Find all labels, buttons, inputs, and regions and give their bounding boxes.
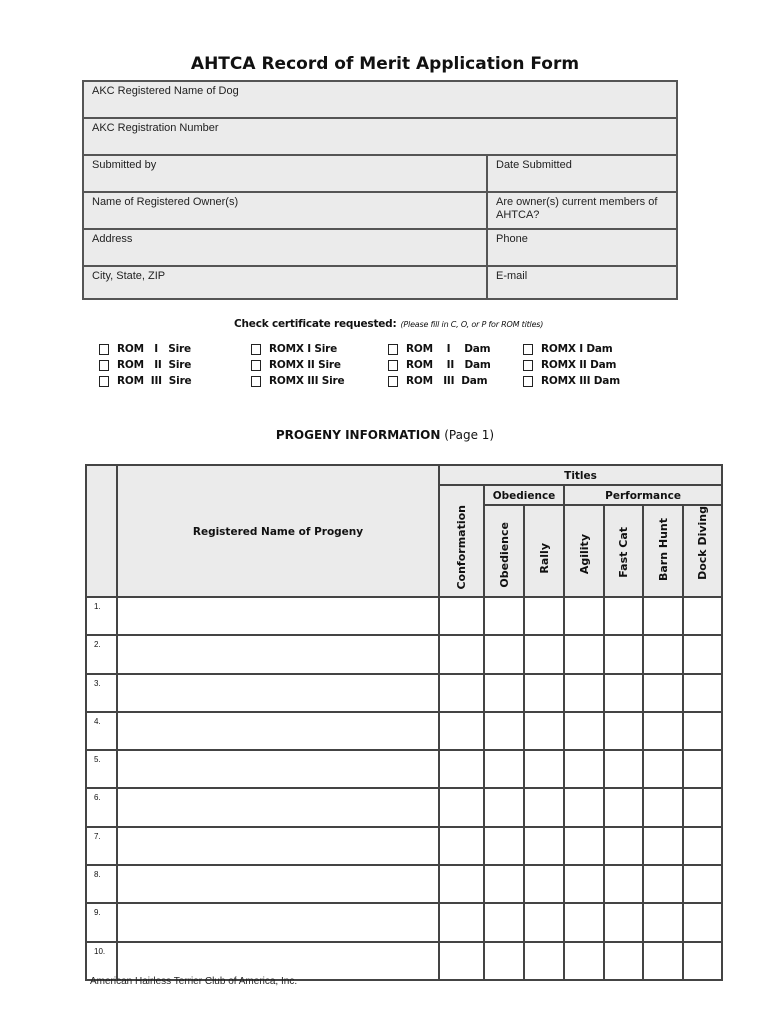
owner-info-box (82, 80, 678, 300)
row-number: 2. (86, 635, 117, 673)
title-cell-conformation[interactable] (439, 942, 484, 980)
obedience-header (484, 505, 524, 597)
address-row (84, 230, 676, 267)
cert-option[interactable] (251, 373, 344, 389)
title-cell-fast-cat[interactable] (604, 635, 643, 673)
cert-option[interactable] (523, 373, 620, 389)
cert-option[interactable] (99, 357, 191, 373)
title-cell-conformation[interactable] (439, 750, 484, 788)
title-cell-fast-cat[interactable] (604, 865, 643, 903)
city-state-zip-label: City, State, ZIP (92, 270, 166, 282)
certificate-heading (234, 318, 543, 330)
title-cell-dock-diving[interactable] (683, 674, 722, 712)
city-state-zip-field[interactable] (84, 267, 486, 298)
performance-group-label: Performance (605, 490, 681, 502)
title-cell-obedience[interactable] (484, 712, 524, 750)
title-cell-rally[interactable] (524, 942, 564, 980)
cert-label: ROM III Sire (117, 375, 192, 387)
title-cell-barn-hunt[interactable] (643, 750, 683, 788)
title-cell-barn-hunt[interactable] (643, 903, 683, 941)
progeny-name-cell[interactable] (117, 903, 439, 941)
phone-label: Phone (496, 233, 528, 245)
title-cell-rally[interactable] (524, 635, 564, 673)
title-cell-obedience[interactable] (484, 942, 524, 980)
title-cell-barn-hunt[interactable] (643, 674, 683, 712)
reg-number-field[interactable] (84, 119, 676, 154)
cert-option[interactable] (99, 373, 191, 389)
cert-label: ROM III Dam (406, 375, 488, 387)
progeny-name-cell[interactable] (117, 712, 439, 750)
title-cell-dock-diving[interactable] (683, 635, 722, 673)
progeny-name-cell[interactable] (117, 750, 439, 788)
row-number: 6. (86, 788, 117, 826)
title-cell-agility[interactable] (564, 827, 604, 865)
progeny-name-cell[interactable] (117, 635, 439, 673)
phone-field[interactable] (486, 230, 676, 265)
cert-option[interactable] (523, 341, 620, 357)
dog-name-label: AKC Registered Name of Dog (92, 85, 239, 97)
title-cell-fast-cat[interactable] (604, 788, 643, 826)
progeny-title (0, 428, 770, 442)
form-title: AHTCA Record of Merit Application Form (190, 54, 580, 74)
progeny-table (85, 464, 723, 981)
title-cell-fast-cat[interactable] (604, 903, 643, 941)
row-number: 4. (86, 712, 117, 750)
title-cell-rally[interactable] (524, 674, 564, 712)
table-row (86, 903, 722, 941)
cert-option[interactable] (251, 341, 344, 357)
title-cell-rally[interactable] (524, 903, 564, 941)
name-header (117, 465, 439, 597)
obedience-group-header (484, 485, 564, 505)
title-cell-obedience[interactable] (484, 903, 524, 941)
reg-number-label: AKC Registration Number (92, 122, 219, 134)
performance-group-header (564, 485, 722, 505)
titles-header-label: Titles (564, 470, 597, 482)
title-cell-fast-cat[interactable] (604, 827, 643, 865)
progeny-page-label: (Page 1) (444, 428, 495, 442)
table-row (86, 750, 722, 788)
number-header (86, 465, 117, 597)
title-cell-dock-diving[interactable] (683, 903, 722, 941)
row-number: 5. (86, 750, 117, 788)
table-row (86, 712, 722, 750)
city-row (84, 267, 676, 298)
cert-label: ROM I Sire (117, 343, 191, 355)
checkbox[interactable] (523, 344, 533, 355)
title-cell-agility[interactable] (564, 635, 604, 673)
cert-option[interactable] (251, 357, 344, 373)
title-cell-dock-diving[interactable] (683, 788, 722, 826)
checkbox[interactable] (99, 360, 109, 371)
email-field[interactable] (486, 267, 676, 298)
cert-label: ROM II Dam (406, 359, 491, 371)
obedience-group-label: Obedience (492, 490, 556, 502)
agility-header (564, 505, 604, 597)
date-submitted-field[interactable] (486, 156, 676, 191)
table-row (86, 597, 722, 635)
row-number: 10. (86, 942, 117, 980)
title-cell-conformation[interactable] (439, 903, 484, 941)
title-cell-conformation[interactable] (439, 674, 484, 712)
progeny-title-label: PROGENY INFORMATION (275, 428, 441, 442)
rally-label: Rally (537, 543, 551, 574)
certificate-note: (Please fill in C, O, or P for ROM titles) (400, 320, 544, 329)
title-cell-dock-diving[interactable] (683, 750, 722, 788)
progeny-name-cell[interactable] (117, 827, 439, 865)
title-cell-dock-diving[interactable] (683, 597, 722, 635)
cert-column-rom-sire (99, 341, 191, 389)
title-cell-conformation[interactable] (439, 827, 484, 865)
conformation-label: Conformation (455, 505, 468, 590)
title-cell-dock-diving[interactable] (683, 712, 722, 750)
dog-name-row (84, 82, 676, 119)
title-cell-agility[interactable] (564, 903, 604, 941)
title-cell-fast-cat[interactable] (604, 942, 643, 980)
cert-label: ROMX II Dam (541, 359, 617, 371)
owner-name-label: Name of Registered Owner(s) (92, 196, 239, 208)
title-cell-agility[interactable] (564, 597, 604, 635)
cert-option[interactable] (388, 373, 491, 389)
members-field[interactable] (486, 193, 676, 228)
email-label: E-mail (496, 270, 528, 282)
table-row (86, 674, 722, 712)
title-cell-conformation[interactable] (439, 865, 484, 903)
row-number: 1. (86, 597, 117, 635)
title-cell-fast-cat[interactable] (604, 674, 643, 712)
checkbox[interactable] (388, 376, 398, 387)
dock-diving-header (683, 505, 722, 597)
title-cell-dock-diving[interactable] (683, 942, 722, 980)
title-cell-fast-cat[interactable] (604, 712, 643, 750)
progeny-name-cell[interactable] (117, 788, 439, 826)
reg-number-row (84, 119, 676, 156)
title-cell-obedience[interactable] (484, 788, 524, 826)
cert-column-rom-dam (388, 341, 491, 389)
dog-name-field[interactable] (84, 82, 676, 117)
submitted-by-label: Submitted by (92, 159, 157, 171)
address-field[interactable] (84, 230, 486, 265)
titles-header (439, 465, 722, 485)
checkbox[interactable] (388, 344, 398, 355)
title-cell-fast-cat[interactable] (604, 597, 643, 635)
row-number: 7. (86, 827, 117, 865)
title-cell-agility[interactable] (564, 942, 604, 980)
title-cell-obedience[interactable] (484, 750, 524, 788)
barn-hunt-label: Barn Hunt (656, 517, 670, 581)
cert-column-romx-sire (251, 341, 344, 389)
barn-hunt-header (643, 505, 683, 597)
title-cell-barn-hunt[interactable] (643, 942, 683, 980)
title-cell-rally[interactable] (524, 597, 564, 635)
cert-label: ROM I Dam (406, 343, 491, 355)
title-cell-obedience[interactable] (484, 865, 524, 903)
progeny-name-cell[interactable] (117, 865, 439, 903)
checkbox[interactable] (523, 376, 533, 387)
cert-column-romx-dam (523, 341, 620, 389)
checkbox[interactable] (251, 360, 261, 371)
title-cell-rally[interactable] (524, 865, 564, 903)
table-row (86, 942, 722, 980)
row-number: 8. (86, 865, 117, 903)
title-cell-barn-hunt[interactable] (643, 597, 683, 635)
cert-option[interactable] (99, 341, 191, 357)
cert-label: ROMX III Sire (269, 375, 345, 387)
title-cell-obedience[interactable] (484, 827, 524, 865)
certificate-heading-label: Check certificate requested: (234, 318, 397, 330)
footer: American Hairless Terrier Club of America, Inc. (90, 976, 298, 987)
submitted-by-field[interactable] (84, 156, 486, 191)
table-row (86, 788, 722, 826)
title-cell-conformation[interactable] (439, 597, 484, 635)
table-row (86, 827, 722, 865)
cert-label: ROMX I Dam (541, 343, 613, 355)
checkbox[interactable] (251, 376, 261, 387)
cert-option[interactable] (388, 357, 491, 373)
title-cell-agility[interactable] (564, 674, 604, 712)
title-cell-agility[interactable] (564, 712, 604, 750)
progeny-name-cell[interactable] (117, 674, 439, 712)
owner-name-field[interactable] (84, 193, 486, 228)
dock-diving-label: Dock Diving (696, 506, 710, 580)
cert-label: ROMX II Sire (269, 359, 341, 371)
title-cell-rally[interactable] (524, 788, 564, 826)
agility-label: Agility (577, 533, 591, 574)
checkbox[interactable] (523, 360, 533, 371)
title-cell-barn-hunt[interactable] (643, 865, 683, 903)
submitted-row (84, 156, 676, 193)
title-cell-dock-diving[interactable] (683, 865, 722, 903)
row-number: 3. (86, 674, 117, 712)
title-cell-dock-diving[interactable] (683, 827, 722, 865)
checkbox[interactable] (99, 376, 109, 387)
cert-label: ROM II Sire (117, 359, 192, 371)
title-cell-fast-cat[interactable] (604, 750, 643, 788)
title-cell-obedience[interactable] (484, 597, 524, 635)
address-label: Address (92, 233, 133, 245)
date-submitted-label: Date Submitted (496, 159, 572, 171)
rally-header (524, 505, 564, 597)
title-cell-barn-hunt[interactable] (643, 788, 683, 826)
title-cell-barn-hunt[interactable] (643, 827, 683, 865)
name-header-label: Registered Name of Progeny (192, 525, 364, 538)
title-cell-agility[interactable] (564, 750, 604, 788)
checkbox[interactable] (388, 360, 398, 371)
conformation-header (439, 485, 484, 597)
title-cell-conformation[interactable] (439, 788, 484, 826)
title-cell-agility[interactable] (564, 788, 604, 826)
members-question-label: Are owner(s) current members of AHTCA? (496, 196, 658, 221)
obedience-label: Obedience (497, 522, 511, 588)
title-cell-conformation[interactable] (439, 635, 484, 673)
progeny-name-cell[interactable] (117, 597, 439, 635)
checkbox[interactable] (251, 344, 261, 355)
cert-option[interactable] (523, 357, 620, 373)
title-cell-agility[interactable] (564, 865, 604, 903)
title-cell-conformation[interactable] (439, 712, 484, 750)
cert-label: ROMX I Sire (269, 343, 338, 355)
title-cell-obedience[interactable] (484, 674, 524, 712)
fast-cat-label: Fast Cat (617, 527, 630, 578)
table-row (86, 635, 722, 673)
progeny-name-cell[interactable] (117, 942, 439, 980)
fast-cat-header (604, 505, 643, 597)
row-number: 9. (86, 903, 117, 941)
title-cell-rally[interactable] (524, 750, 564, 788)
title-cell-rally[interactable] (524, 712, 564, 750)
title-cell-barn-hunt[interactable] (643, 635, 683, 673)
title-cell-rally[interactable] (524, 827, 564, 865)
cert-option[interactable] (388, 341, 491, 357)
title-cell-obedience[interactable] (484, 635, 524, 673)
title-cell-barn-hunt[interactable] (643, 712, 683, 750)
cert-label: ROMX III Dam (541, 375, 620, 387)
owner-row (84, 193, 676, 230)
checkbox[interactable] (99, 344, 109, 355)
table-row (86, 865, 722, 903)
